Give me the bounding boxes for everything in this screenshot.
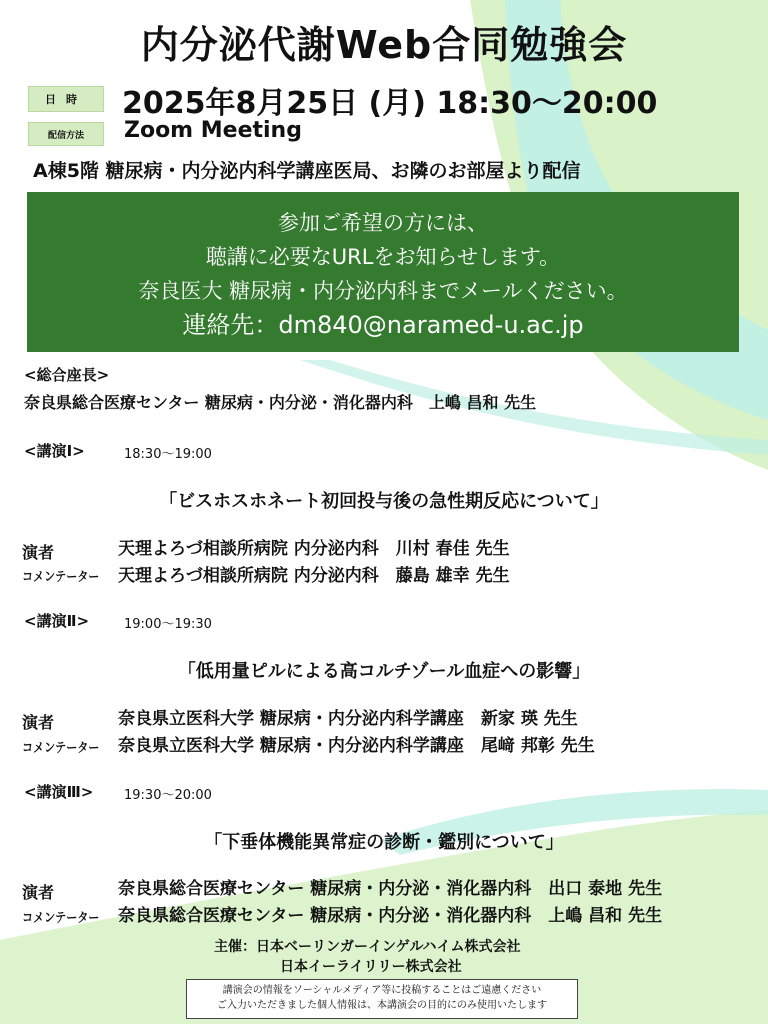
lecture-1-commentator-role: コメンテーター — [22, 570, 100, 585]
venue: A棟5階 糖尿病・内分泌内科学講座医局、お隣のお部屋より配信 — [33, 160, 581, 182]
notice-line: 参加ご希望の方には、 — [278, 211, 488, 235]
lecture-1-label: <講演Ⅰ> — [24, 442, 85, 460]
chair-label: <総合座長> — [24, 366, 110, 384]
contact-email[interactable]: 連絡先：dm840@naramed-u.ac.jp — [182, 311, 584, 339]
notice-line: 聴講に必要なURLをお知らせします。 — [205, 245, 561, 269]
lecture-3-time: 19:30〜20:00 — [124, 788, 212, 803]
lecture-2-commentator: 奈良県立医科大学 糖尿病・内分泌内科学講座 尾﨑 邦彰 先生 — [118, 736, 595, 756]
date-tag: 日時 — [28, 86, 104, 112]
lecture-2-speaker-role: 演者 — [22, 713, 55, 732]
event-datetime: 2025年8月25日 (月) 18:30〜20:00 — [122, 86, 658, 121]
privacy-notice — [186, 979, 578, 1019]
lecture-3-title: 「下垂体機能異常症の診断・鑑別について」 — [204, 832, 564, 853]
lecture-3-label: <講演Ⅲ> — [24, 783, 94, 801]
lecture-3-speaker: 奈良県総合医療センター 糖尿病・内分泌・消化器内科 出口 泰地 先生 — [118, 879, 663, 899]
lecture-2-commentator-role: コメンテーター — [22, 741, 100, 756]
lecture-3-speaker-role: 演者 — [22, 883, 55, 902]
delivery-method: Zoom Meeting — [124, 118, 302, 143]
registration-notice — [27, 192, 739, 352]
page-title: 内分泌代謝Web合同勉強会 — [140, 23, 628, 67]
lecture-3-commentator: 奈良県総合医療センター 糖尿病・内分泌・消化器内科 上嶋 昌和 先生 — [118, 906, 663, 926]
method-tag: 配信方法 — [28, 122, 104, 146]
lecture-2-speaker: 奈良県立医科大学 糖尿病・内分泌内科学講座 新家 瑛 先生 — [118, 709, 578, 729]
lecture-1-speaker-role: 演者 — [22, 543, 55, 562]
lecture-1-commentator: 天理よろづ相談所病院 内分泌内科 藤島 雄幸 先生 — [118, 566, 510, 586]
lecture-1-time: 18:30〜19:00 — [124, 447, 212, 462]
lecture-3-commentator-role: コメンテーター — [22, 911, 100, 926]
lecture-2-label: <講演Ⅱ> — [24, 612, 90, 630]
sponsor-line-2: 日本イーライリリー株式会社 — [280, 959, 462, 975]
chair-text: 奈良県総合医療センター 糖尿病・内分泌・消化器内科 上嶋 昌和 先生 — [24, 393, 537, 412]
notice-sns: 講演会の情報をソーシャルメディア等に投稿することはご遠慮ください — [222, 985, 542, 996]
lecture-1-speaker: 天理よろづ相談所病院 内分泌内科 川村 春佳 先生 — [118, 539, 510, 559]
sponsor-line-1: 主催：日本ベーリンガーインゲルハイム株式会社 — [214, 939, 521, 955]
lecture-1-title: 「ビスホスホネート初回投与後の急性期反応について」 — [159, 491, 609, 512]
lecture-2-time: 19:00〜19:30 — [124, 617, 212, 632]
notice-line: 奈良医大 糖尿病・内分泌内科までメールください。 — [138, 279, 628, 303]
lecture-2-title: 「低用量ピルによる高コルチゾール血症への影響」 — [177, 661, 591, 682]
notice-privacy: ご入力いただきました個人情報は、本講演会の目的にのみ使用いたします — [217, 1000, 547, 1011]
